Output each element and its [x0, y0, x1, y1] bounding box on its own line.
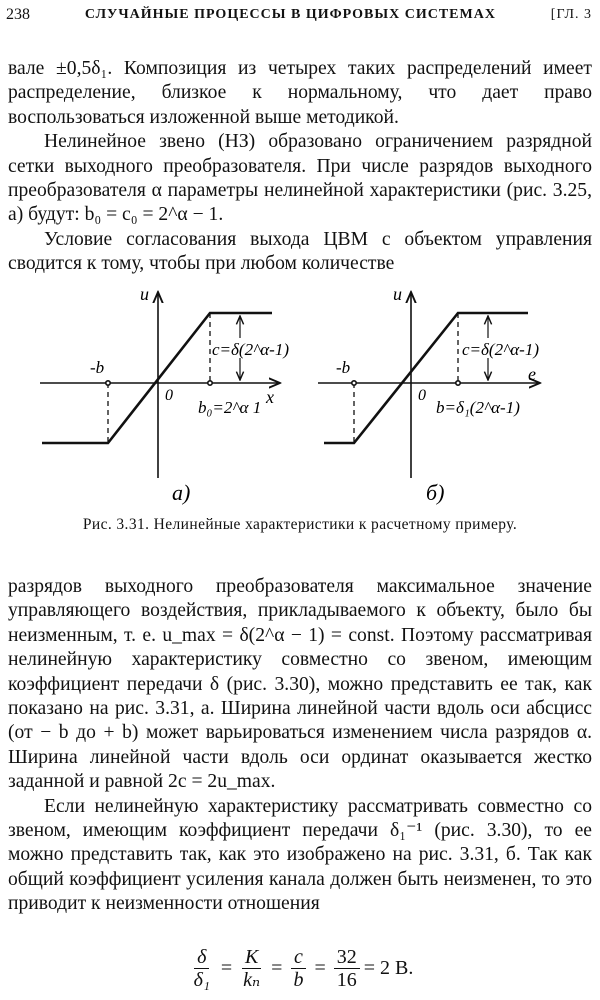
- body-text-top: [8, 57, 592, 277]
- left-origin: 0: [165, 387, 173, 404]
- right-x-label: e: [528, 364, 536, 384]
- right-u-label: u: [393, 284, 402, 304]
- left-panel-label: а): [172, 480, 191, 505]
- left-diagram: [40, 292, 280, 478]
- right-minus-b: -b: [336, 358, 351, 377]
- left-b-label: b₀=2^α 1: [198, 398, 262, 417]
- pos-b-point: [456, 381, 460, 385]
- fraction: $\frac{\delta}{\text{δ₁}}$: [193, 946, 210, 991]
- body-text-bottom: [8, 575, 592, 917]
- paragraph: Нелинейное звено (НЗ) образовано ограничением разрядной сетки выходного преобразователя. При числе разрядов выходного преобразователя α параметры нелинейной характеристики (рис. 3.25, а) будут: b₀ = c₀ = 2^α − 1.: [8, 131, 592, 226]
- right-panel-label: б): [426, 480, 445, 505]
- paragraph: вале ±0,5δ₁. Композиция из четырех таких распределений имеет распределение, близкое к нормальному, что дает право воспользоваться изложенной выше методикой.: [8, 58, 592, 128]
- fraction: $\frac{K}{\text{kₙ}}$: [243, 946, 261, 991]
- left-x-label: x: [266, 387, 274, 407]
- right-c-label: c=δ(2^α-1): [462, 340, 539, 359]
- saturation-curve: [42, 313, 272, 443]
- left-minus-b: -b: [90, 358, 105, 377]
- neg-b-point: [352, 381, 356, 385]
- fraction: $\frac{32}{16}$: [334, 946, 360, 991]
- paragraph: Если нелинейную характеристику рассматривать совместно со звеном, имеющим коэффициент передачи δ₁⁻¹ (рис. 3.30), то ее можно представить так, как это изображено на рис. 3.31, б. Так как общий коэффициент усиления канала должен быть неизменен, то это приводит к неизменности отношения: [8, 795, 592, 915]
- right-origin: 0: [418, 387, 426, 404]
- right-b-label: b=δ₁(2^α-1): [436, 398, 520, 417]
- paragraph: Условие согласования выхода ЦВМ с объектом управления сводится к тому, чтобы при любом количестве: [8, 228, 592, 275]
- figure-3-31: [0, 278, 600, 510]
- chapter-label: [ГЛ. 3: [550, 7, 592, 22]
- page-number: 238: [6, 6, 30, 23]
- formula-result: = 2 В.: [363, 957, 414, 979]
- ratio-formula: $\frac{\delta}{\text{δ₁}}$ = $\frac{K}{\text{kₙ}}$ = $\frac{c}{b}$ = $\frac{32}{16}$ = 2 В.: [0, 946, 600, 991]
- paragraph: разрядов выходного преобразователя максимальное значение управляющего воздействия, прикладываемого к объекту, было бы неизменным, т. е. u_max = δ(2^α − 1) = const. Поэтому рассматривая нелинейную характеристику совместно со звеном, имеющим коэффициент передачи δ (рис. 3.30), можно представить ее так, как показано на рис. 3.31, а. Ширина линейной части вдоль оси абсцисс (от − b до + b) может варьироваться изменением числа разрядов α. Ширина линейной части вдоль оси ординат оказывается жестко заданной и равной 2c = 2u_max.: [8, 576, 592, 793]
- neg-b-point: [106, 381, 110, 385]
- figure-caption: Рис. 3.31. Нелинейные характеристики к расчетному примеру.: [82, 516, 518, 533]
- right-diagram: [318, 292, 540, 478]
- page-header: [6, 2, 592, 28]
- fraction: $\frac{c}{b}$: [290, 946, 306, 991]
- left-c-label: c=δ(2^α-1): [212, 340, 289, 359]
- pos-b-point: [208, 381, 212, 385]
- left-u-label: u: [140, 284, 149, 304]
- running-title: СЛУЧАЙНЫЕ ПРОЦЕССЫ В ЦИФРОВЫХ СИСТЕМАХ: [84, 7, 496, 22]
